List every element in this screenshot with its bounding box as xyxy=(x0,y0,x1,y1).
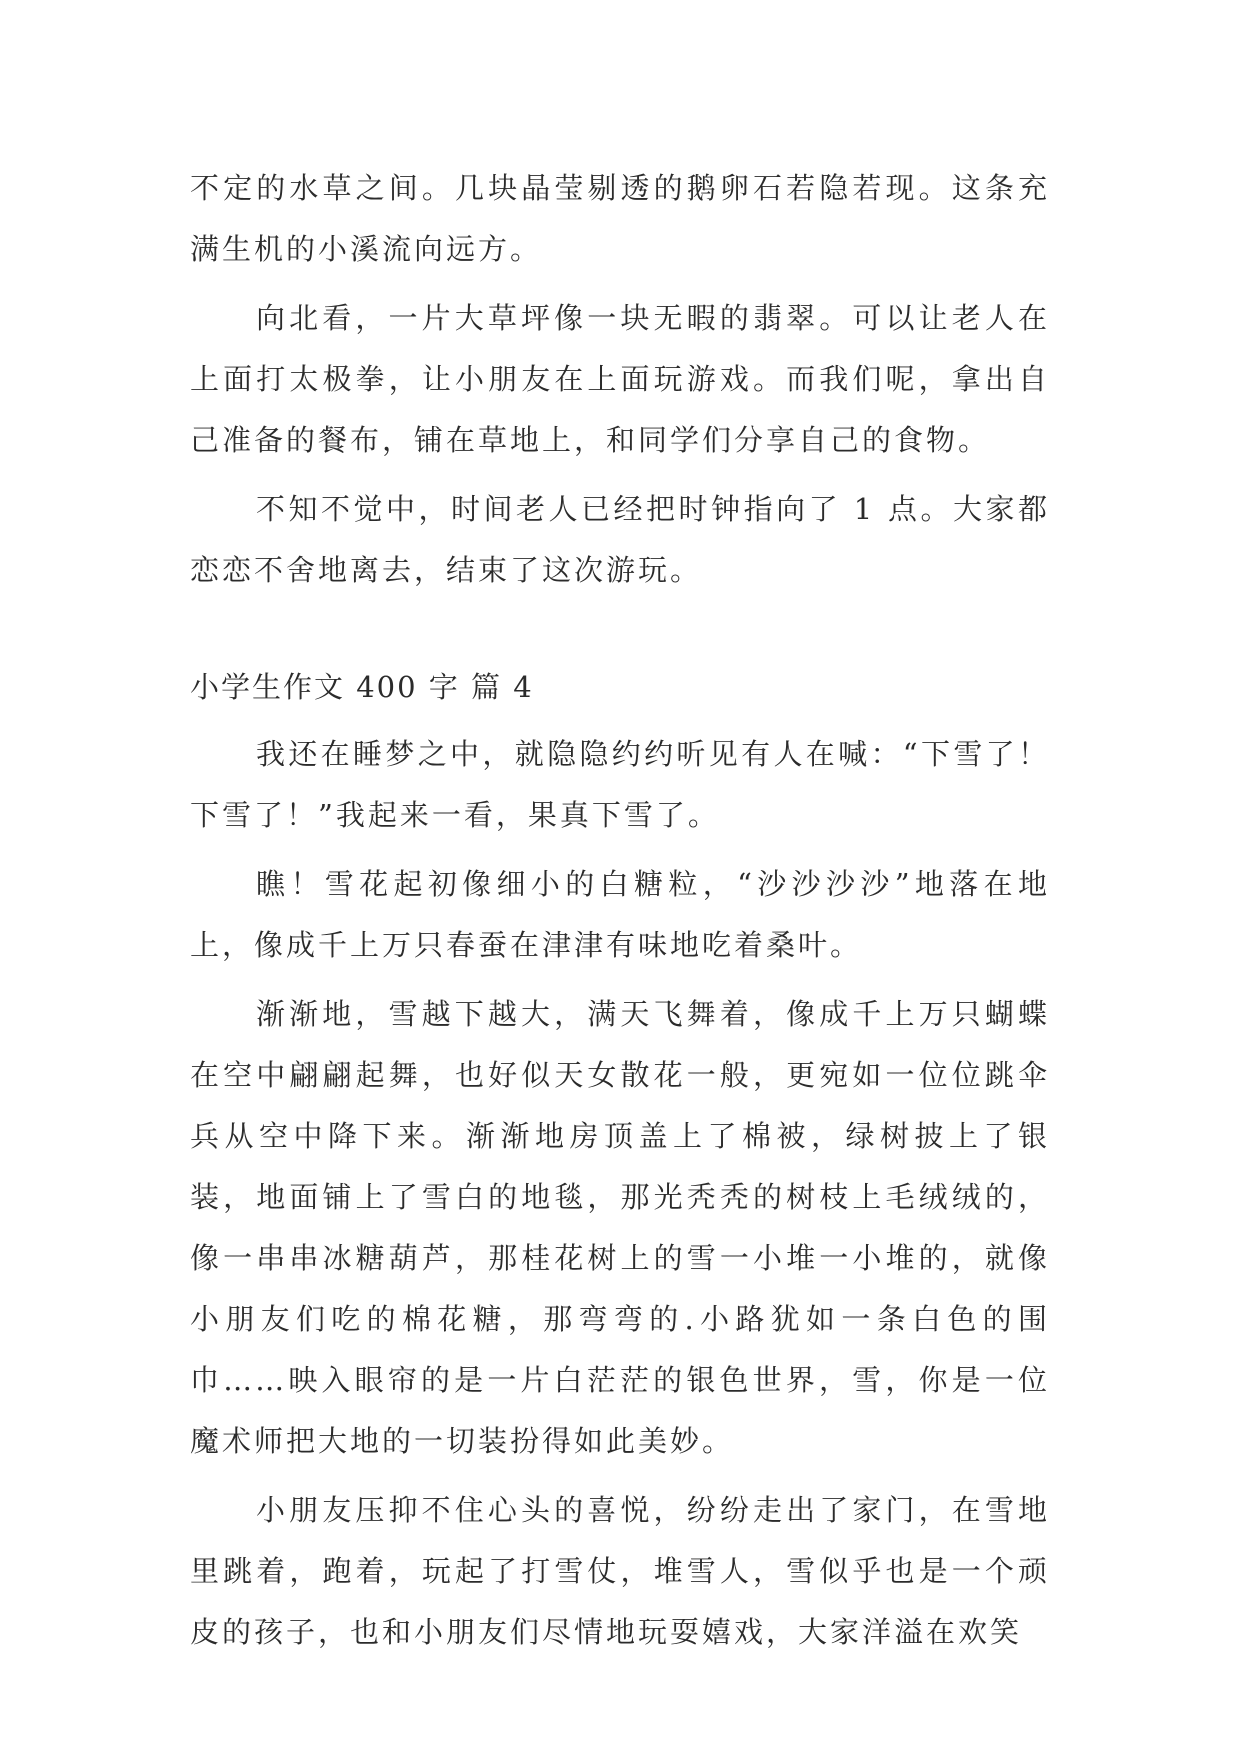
paragraph-prev-3: 不知不觉中，时间老人已经把时钟指向了 1 点。大家都恋恋不舍地离去，结束了这次游玩。 xyxy=(190,492,1050,587)
paragraph-4-4: 小朋友压抑不住心头的喜悦，纷纷走出了家门，在雪地里跳着，跑着，玩起了打雪仗，堆雪人，雪似乎也是一个顽皮的孩子，也和小朋友们尽情地玩耍嬉戏，大家洋溢在欢笑 xyxy=(190,1493,1050,1649)
paragraph-4-3: 渐渐地，雪越下越大，满天飞舞着，像成千上万只蝴蝶在空中翩翩起舞，也好似天女散花一般，更宛如一位位跳伞兵从空中降下来。渐渐地房顶盖上了棉被，绿树披上了银装，地面铺上了雪白的地毯，那光秃秃的树枝上毛绒绒的，像一串串冰糖葫芦，那桂花树上的雪一小堆一小堆的，就像小朋友们吃的棉花糖，那弯弯的.小路犹如一条白色的围巾……映入眼帘的是一片白茫茫的银色世界，雪，你是一位魔术师把大地的一切装扮得如此美妙。 xyxy=(190,997,1050,1458)
paragraph-prev-1: 不定的水草之间。几块晶莹剔透的鹅卵石若隐若现。这条充满生机的小溪流向远方。 xyxy=(190,171,1050,266)
paragraph-4-2: 瞧！雪花起初像细小的白糖粒，“沙沙沙沙”地落在地上，像成千上万只春蚕在津津有味地吃着桑叶。 xyxy=(190,867,1050,962)
text-column xyxy=(190,158,1050,1671)
section-heading: 小学生作文 400 字 篇 4 xyxy=(190,670,534,704)
paragraph-prev-2: 向北看，一片大草坪像一块无暇的翡翠。可以让老人在上面打太极拳，让小朋友在上面玩游戏。而我们呢，拿出自己准备的餐布，铺在草地上，和同学们分享自己的食物。 xyxy=(190,301,1050,457)
paragraph-4-1: 我还在睡梦之中，就隐隐约约听见有人在喊：“下雪了！下雪了！”我起来一看，果真下雪了。 xyxy=(190,737,1050,832)
